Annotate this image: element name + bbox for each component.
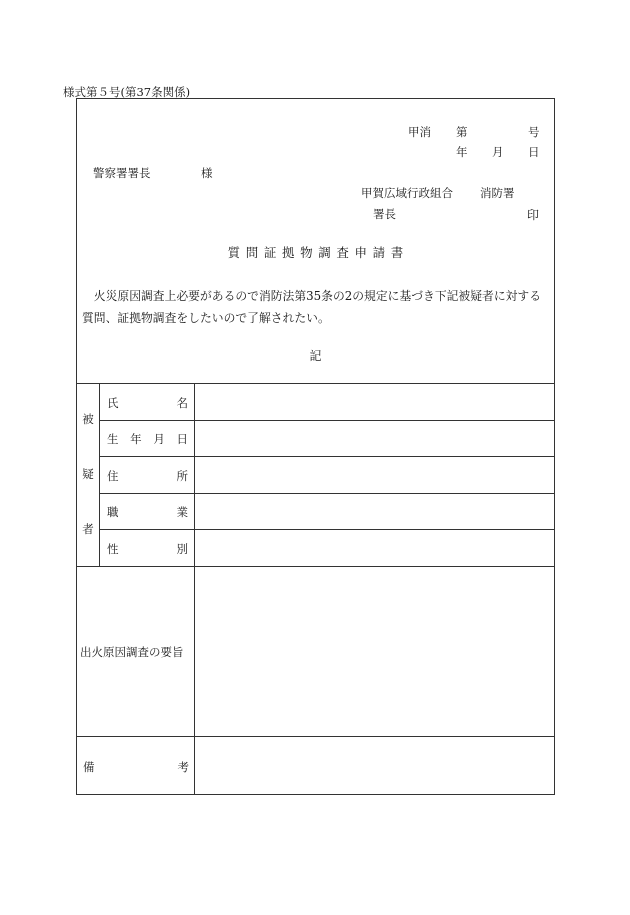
row-label-sex: 性 別 [107,542,188,556]
table-top-rule [76,383,555,384]
row-label-address: 住 所 [107,469,188,483]
addressee-honorific: 様 [201,166,213,180]
suspect-side-rule [99,383,100,566]
suspect-section-label [78,411,98,537]
date-year: 年 [456,145,468,159]
row-rule-3 [99,493,555,494]
date-month: 月 [492,145,504,159]
remarks-label: 備 考 [83,760,189,774]
suspect-label-char: 被 [82,412,94,426]
document-title: 質問証拠物調査申請書 [227,245,409,260]
summary-label: 出火原因調査の要旨 [80,645,184,659]
label-column-rule [194,383,195,795]
row-label-occupation: 職 業 [107,505,188,519]
doc-number-dai: 第 [456,125,468,139]
sender-title: 署長 [373,207,396,221]
suspect-bottom-rule [76,566,555,567]
row-rule-4 [99,529,555,530]
addressee: 警察署署長 [93,166,151,180]
ki-mark: 記 [309,349,322,363]
seal-mark: 印 [527,208,540,222]
doc-number-go: 号 [528,125,540,139]
sender-dept: 消防署 [480,186,515,200]
row-label-name: 氏 名 [107,396,188,410]
row-rule-2 [99,456,555,457]
date-day: 日 [528,145,540,159]
suspect-label-char: 者 [82,522,94,536]
sender-org: 甲賀広域行政組合 [361,186,453,200]
row-rule-1 [99,420,555,421]
suspect-label-char: 疑 [82,467,94,481]
body-text: 火災原因調査上必要があるので消防法第35条の2の規定に基づき下記被疑者に対する質問、証拠物調査をしたいので了解されたい。 [82,289,542,325]
row-label-birthdate: 生 年 月 日 [107,432,188,446]
summary-bottom-rule [76,736,555,737]
form-reference: 様式第５号(第37条関係) [63,85,191,99]
doc-number-prefix: 甲消 [408,125,431,139]
